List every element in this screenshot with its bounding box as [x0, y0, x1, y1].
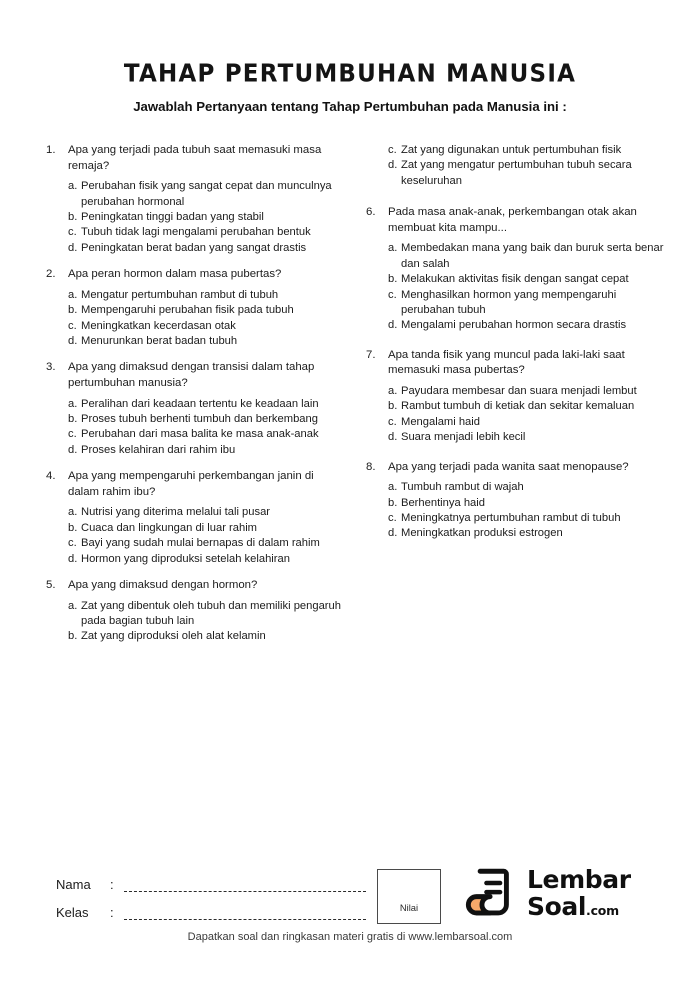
score-label: Nilai [399, 902, 419, 913]
option-text: Peningkatan berat badan yang sangat drastis [81, 241, 307, 254]
option-list [366, 241, 666, 333]
question-row [366, 348, 666, 379]
option-item[interactable] [68, 319, 346, 334]
question-row [366, 205, 666, 236]
question-block [366, 205, 666, 334]
option-text: Tubuh tidak lagi mengalami perubahan bentuk [81, 226, 311, 239]
question-text: Apa peran hormon dalam masa pubertas? [68, 268, 282, 281]
question-number: 2. [46, 268, 56, 281]
option-letter: b. [68, 413, 78, 426]
question-text: Apa yang mempengaruhi perkembangan janin di dalam rahim ibu? [68, 470, 314, 498]
option-item[interactable] [68, 210, 346, 225]
option-letter: c. [388, 512, 397, 525]
option-item[interactable] [68, 397, 346, 412]
question-text: Apa yang terjadi pada tubuh saat memasuki masa remaja? [68, 144, 322, 172]
questions-column-left [46, 143, 346, 656]
option-item[interactable] [388, 288, 666, 319]
option-text: Payudara membesar dan suara menjadi lembut [401, 385, 637, 398]
question-number: 5. [46, 579, 56, 592]
option-text: Perubahan dari masa balita ke masa anak-anak [81, 428, 319, 441]
class-field-row [56, 892, 366, 920]
option-letter: b. [388, 273, 398, 286]
question-number: 7. [366, 348, 376, 361]
option-item[interactable] [68, 412, 346, 427]
page-subtitle: Jawablah Pertanyaan tentang Tahap Pertumbuhan pada Manusia ini : [133, 99, 567, 114]
option-letter: b. [68, 630, 78, 643]
name-label: Nama [56, 877, 91, 892]
question-block-continuation [366, 143, 666, 189]
question-row [46, 578, 346, 594]
question-block [46, 578, 346, 645]
option-letter: d. [388, 431, 398, 444]
identity-fields [56, 864, 366, 920]
question-number: 3. [46, 361, 56, 374]
option-text: Zat yang diproduksi oleh alat kelamin [81, 630, 266, 643]
option-letter: d. [68, 443, 78, 456]
option-item[interactable] [68, 427, 346, 442]
questions-column-right [366, 143, 666, 553]
option-text: Mengatur pertumbuhan rambut di tubuh [81, 288, 279, 301]
brand-line-two [527, 894, 631, 919]
option-text: Rambut tumbuh di ketiak dan sekitar kemaluan [401, 400, 635, 413]
option-text: Zat yang dibentuk oleh tubuh dan memiliki pengaruh pada bagian tubuh lain [81, 599, 341, 628]
option-item[interactable] [388, 318, 666, 333]
option-letter: a. [68, 180, 78, 193]
option-letter: d. [388, 159, 398, 172]
class-label: Kelas [56, 905, 89, 920]
option-text: Proses kelahiran dari rahim ibu [81, 443, 236, 456]
option-text: Menghasilkan hormon yang mempengaruhi perubahan tubuh [401, 288, 617, 317]
option-item[interactable] [388, 399, 666, 414]
option-text: Peralihan dari keadaan tertentu ke keadaan lain [81, 397, 319, 410]
option-letter: a. [68, 506, 78, 519]
option-text: Cuaca dan lingkungan di luar rahim [81, 521, 258, 534]
brand-name-soal: Soal [527, 892, 587, 921]
option-letter: c. [388, 288, 397, 301]
option-letter: b. [68, 521, 78, 534]
option-text: Zat yang mengatur pertumbuhan tubuh secara keseluruhan [401, 159, 632, 187]
option-letter: c. [68, 226, 77, 239]
option-text: Meningkatkan kecerdasan otak [81, 319, 236, 332]
question-text: Apa yang dimaksud dengan transisi dalam tahap pertumbuhan manusia? [68, 361, 315, 390]
question-row [46, 469, 346, 500]
question-row [366, 460, 666, 476]
option-item[interactable] [388, 496, 666, 511]
option-text: Mengalami haid [401, 415, 480, 428]
option-letter: a. [388, 385, 398, 398]
option-item[interactable] [68, 552, 346, 567]
option-item[interactable] [388, 511, 666, 526]
option-list [46, 505, 346, 567]
option-list [46, 599, 346, 645]
option-item[interactable] [388, 415, 666, 430]
option-text: Zat yang digunakan untuk pertumbuhan fisik [401, 144, 622, 156]
class-input[interactable] [124, 907, 366, 920]
option-letter: a. [68, 599, 78, 612]
option-text: Tumbuh rambut di wajah [401, 481, 524, 494]
question-row [46, 267, 346, 283]
question-block [46, 143, 346, 256]
brand-logo [462, 864, 631, 922]
question-text: Apa yang dimaksud dengan hormon? [68, 579, 258, 592]
question-number: 8. [366, 460, 376, 473]
option-letter: b. [68, 304, 78, 317]
option-letter: a. [68, 288, 78, 301]
option-letter: a. [388, 481, 398, 494]
option-letter: c. [388, 144, 397, 156]
option-item[interactable] [388, 430, 666, 445]
option-item[interactable] [388, 241, 666, 272]
brand-wordmark [527, 867, 631, 919]
option-item[interactable] [68, 179, 346, 210]
option-letter: c. [68, 428, 77, 441]
option-list [366, 480, 666, 542]
option-letter: b. [388, 400, 398, 413]
option-list [366, 143, 666, 189]
option-letter: d. [68, 241, 78, 254]
option-item[interactable] [68, 225, 346, 240]
brand-tld: .com [586, 903, 620, 918]
option-item[interactable] [388, 384, 666, 399]
option-letter: d. [68, 335, 78, 348]
option-text: Mempengaruhi perubahan fisik pada tubuh [81, 304, 294, 317]
option-text: Peningkatan tinggi badan yang stabil [81, 211, 264, 223]
option-text: Suara menjadi lebih kecil [401, 431, 526, 444]
question-block [46, 360, 346, 458]
option-letter: d. [388, 527, 398, 540]
option-text: Membedakan mana yang baik dan buruk serta benar dan salah [401, 242, 664, 270]
option-text: Nutrisi yang diterima melalui tali pusar [81, 506, 271, 519]
document-scroll-icon [462, 864, 520, 922]
question-number: 6. [366, 206, 376, 219]
name-colon: : [110, 877, 114, 892]
question-number: 1. [46, 144, 56, 156]
option-item[interactable] [68, 288, 346, 303]
footer-note: Dapatkan soal dan ringkasan materi gratis di www.lembarsoal.com [187, 931, 513, 943]
option-item[interactable] [68, 241, 346, 256]
option-item[interactable] [68, 536, 346, 551]
option-letter: a. [68, 397, 78, 410]
question-text: Apa tanda fisik yang muncul pada laki-laki saat memasuki masa pubertas? [388, 348, 625, 377]
question-text: Pada masa anak-anak, perkembangan otak akan membuat kita mampu... [388, 206, 637, 234]
option-list [46, 179, 346, 256]
worksheet-header [0, 60, 700, 115]
name-input[interactable] [124, 879, 366, 892]
option-letter: d. [388, 319, 398, 332]
option-item[interactable] [388, 480, 666, 495]
class-colon: : [110, 905, 114, 920]
option-item[interactable] [68, 505, 346, 520]
option-text: Menurunkan berat badan tubuh [81, 335, 238, 348]
option-text: Melakukan aktivitas fisik dengan sangat cepat [401, 273, 629, 286]
option-text: Meningkatkan produksi estrogen [401, 527, 563, 540]
question-block [46, 267, 346, 349]
question-block [366, 460, 666, 542]
option-item[interactable] [68, 303, 346, 318]
option-text: Proses tubuh berhenti tumbuh dan berkembang [81, 413, 318, 426]
option-item[interactable] [388, 143, 666, 158]
option-text: Hormon yang diproduksi setelah kelahiran [81, 552, 290, 565]
question-block [366, 348, 666, 446]
option-item[interactable] [68, 443, 346, 458]
option-item[interactable] [388, 272, 666, 287]
option-item[interactable] [68, 629, 346, 644]
option-text: Bayi yang sudah mulai bernapas di dalam rahim [81, 537, 320, 550]
option-letter: d. [68, 552, 78, 565]
option-item[interactable] [68, 521, 346, 536]
option-letter: c. [68, 319, 77, 332]
option-item[interactable] [68, 334, 346, 349]
question-row [46, 360, 346, 391]
name-field-row [56, 864, 366, 892]
option-letter: b. [388, 496, 398, 509]
question-row [46, 143, 346, 174]
option-text: Mengalami perubahan hormon secara drastis [401, 319, 627, 332]
option-list [46, 288, 346, 350]
option-item[interactable] [388, 526, 666, 541]
option-letter: a. [388, 242, 398, 255]
question-block [46, 469, 346, 567]
option-letter: c. [68, 537, 77, 550]
option-letter: b. [68, 211, 78, 223]
brand-line-one: Lembar [527, 865, 631, 894]
option-item[interactable] [68, 599, 346, 630]
option-text: Meningkatnya pertumbuhan rambut di tubuh [401, 512, 621, 525]
option-list [366, 384, 666, 446]
page-title: TAHAP PERTUMBUHAN MANUSIA [123, 59, 577, 89]
score-box[interactable] [377, 869, 441, 924]
option-item[interactable] [388, 158, 666, 189]
question-text: Apa yang terjadi pada wanita saat menopause? [388, 460, 629, 473]
question-number: 4. [46, 470, 56, 483]
option-text: Berhentinya haid [401, 496, 485, 509]
option-letter: c. [388, 415, 397, 428]
option-list [46, 397, 346, 459]
option-text: Perubahan fisik yang sangat cepat dan munculnya perubahan hormonal [81, 180, 332, 208]
